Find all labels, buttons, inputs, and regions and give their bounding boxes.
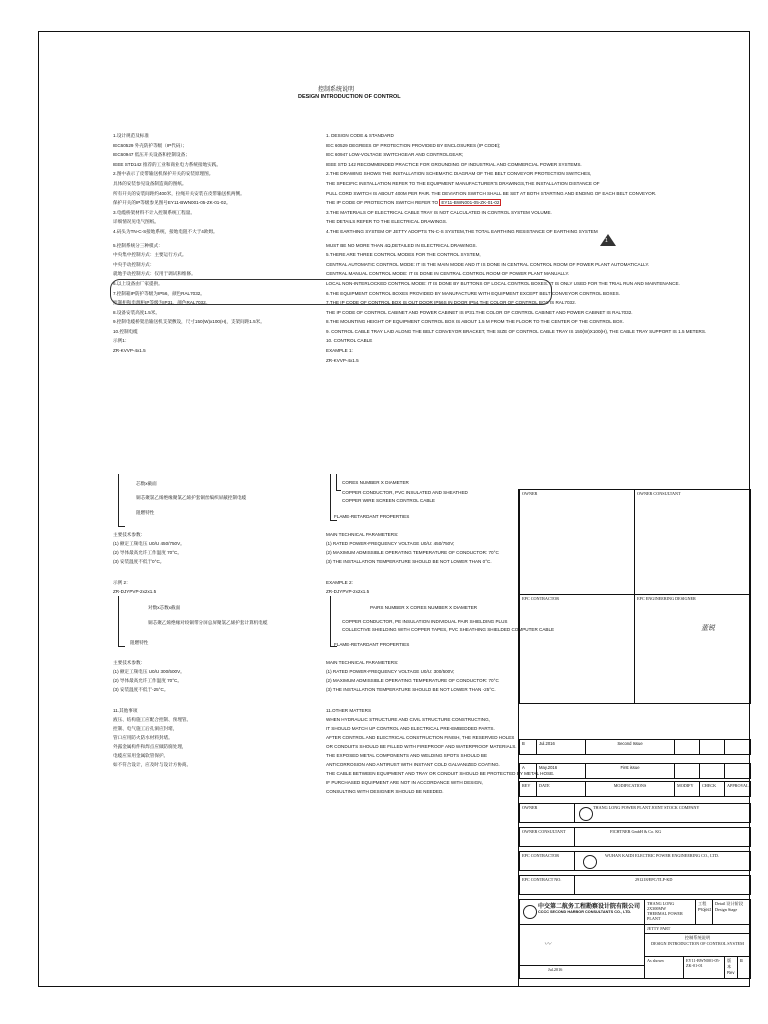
cn-line: 9.控制电缆桥架沿输送机支架敷设，尺寸150(W)x100(H)，支架间距1.5米。 bbox=[113, 319, 265, 325]
en-line: THE DETAILS REFER TO THE ELECTRICAL DRAWINGS. bbox=[326, 219, 448, 225]
owner-box: OWNER bbox=[519, 489, 635, 595]
rev-row-a-mod: First issue bbox=[585, 763, 675, 779]
en-line: 4.THE EARTHING SYSTEM OF JETTY ADOPTS TN-C-S SYSTEM,THE TOTAL EARTHING RESISTANCE OF EARTHING SYSTEM bbox=[326, 228, 598, 234]
rev-row-a-modify bbox=[674, 763, 700, 779]
en-line: LOCAL NON-INTERLOCKED CONTROL MODE: IT IS DONE BY BUTTONS OF LOCAL CONTROL BOXES. IT IS ONLY USED FOR THE TRIAL RUN AND MAINTENANCE. bbox=[326, 280, 680, 286]
cn-line: 所有开关的安装间距约400米，拉绳开关安装在皮带输送机两侧。 bbox=[113, 190, 245, 196]
example2-cn-code: ZR-DJYPVP-2x2x1.5 bbox=[113, 589, 157, 594]
other-cn1: 液压、结构施工应配合控制、预埋管。 bbox=[113, 717, 192, 722]
cn-line: 保护开关的IP等级参见图号EY11-BWN001-05-ZK-01-02。 bbox=[113, 200, 231, 206]
rev-row-a-check bbox=[699, 763, 725, 779]
example1-l2: COPPER CONDUCTOR, PVC INSULATED AND SHEATHED bbox=[342, 490, 468, 495]
cn-line: IEC60947 低压开关设备和控制设备； bbox=[113, 152, 190, 158]
en-line bbox=[326, 198, 626, 208]
params2-cn2: (2) 导体最高允许工作温度 70°C。 bbox=[113, 678, 182, 683]
cn-line: 中央手动控制方式： bbox=[113, 261, 155, 267]
cn-line: IEC60529 外壳防护等级（IP代码）； bbox=[113, 142, 188, 148]
example1-l3: COPPER WIRE SCREEN CONTROL CABLE bbox=[342, 498, 435, 503]
scale-cell: As shown bbox=[644, 956, 684, 979]
en-line: PULL CORD SWITCH IS ABOUT 400M PER PAIR. THE DEVIATION SWITCH SHALL BE SET AT BOTH STARTING AND ENDING OF EACH BELT CONVEYOR. bbox=[326, 190, 657, 196]
stage-box: Detail 设计阶段 Design Stage bbox=[712, 899, 751, 925]
cn-line: 4.码头为TN-C-S接地系统，接地电阻不大于4欧姆。 bbox=[113, 228, 218, 234]
cn-line: 10.控制电缆 bbox=[113, 328, 138, 334]
en-line: CENTRAL MANUAL CONTROL MODE: IT IS DONE IN CENTRAL CONTROL ROOM OF POWER PLANT MANUALLY. bbox=[326, 271, 570, 277]
designer-logo-icon bbox=[523, 905, 537, 919]
ip-ref-text: THE IP CODE OF PROTECTION SWITCH REFER TO bbox=[326, 200, 439, 206]
cn-line: 中央集中控制方式：主要运行方式。 bbox=[113, 252, 187, 258]
other-cn3: 管口应用防火防水材料封堵。 bbox=[113, 735, 173, 740]
date-cell: Jul.2016 bbox=[519, 965, 645, 979]
en-line: CENTRAL AUTOMATIC CONTROL MODE: IT IS THE MAIN MODE AND IT IS DONE IN CENTRAL CONTROL ROOM OF POWER PLANT AUTOMATICALLY. bbox=[326, 261, 650, 267]
rev-row-a-rev: A bbox=[519, 763, 537, 779]
cn-line: 6.以上设备由厂家提供。 bbox=[113, 280, 163, 286]
cn-line: 具体的安装参见设备制造商的图纸。 bbox=[113, 180, 187, 186]
example1-cn1: 芯数x截面 bbox=[136, 481, 157, 486]
cn-line: ZR-KVVP-4x1.5 bbox=[113, 348, 146, 354]
params1-p2: (2) MAXIMUM ADMISSIBLE OPERATING TEMPERATURE OF CONDUCTOR: 70°C bbox=[326, 550, 499, 555]
cn-line: 7.控制箱IP防护等级为IP56，颜色RAL7032。 bbox=[113, 290, 205, 296]
params2-p3: (3) THE INSTALLATION TEMPERATURE SHOULD BE NOT LOWER THAN -25°C. bbox=[326, 687, 496, 692]
other-l6: ANTICORROSION AND ANTIRUST WITH INSTANT COLD GALVANIZED COATING. bbox=[326, 762, 500, 767]
other-l5: THE EXPOSED METAL COMPONENTS AND WELDING SPOTS SHOULD BE bbox=[326, 753, 488, 758]
other-cn4: 外露金属构件和焊点应做防腐处理， bbox=[113, 744, 187, 749]
epc-contractor-box: EPC CONTRACTOR bbox=[519, 594, 635, 704]
project-box: THANG LONG 2X300MW THERMAL POWER PLANT bbox=[644, 899, 696, 925]
notes-cn bbox=[113, 131, 323, 356]
other-l2: IT SHOULD MATCH UP CONTROL AND ELECTRICAL PRE-EMBEDDED PARTS. bbox=[326, 726, 495, 731]
en-line: MUST BE NO MORE THAN 4Ω,DETAILED IN ELECTRICAL DRAWINGS. bbox=[326, 242, 477, 248]
project-label: 工程 Project bbox=[695, 899, 713, 925]
example1-cn-bracket bbox=[118, 474, 125, 527]
other-l4: OR CONDUITS SHOULD BE FILLED WITH FIREPROOF AND WATERPROOF MATERIALS. bbox=[326, 744, 517, 749]
other-l8: IF PURCHASED EQUIPMENT ARE NOT IN ACCORDANCE WITH DESIGN, bbox=[326, 780, 483, 785]
designer-box bbox=[519, 899, 645, 925]
example1-l4: FLAME-RETARDANT PROPERTIES bbox=[334, 514, 410, 519]
en-line: IEC 60529 DEGREES OF PROTECTION PROVIDED BY ENCLOSURES (IP CODE); bbox=[326, 142, 501, 148]
contract-label: EPC CONTRACT NO. bbox=[519, 875, 575, 895]
en-line: IEC 60947 LOW-VOLTAGE SWITCHGEAR AND CONTROLGEAR; bbox=[326, 152, 464, 158]
other-cn2: 控制、电气施工后孔洞应封堵， bbox=[113, 726, 178, 731]
example2-cn3: 阻燃特性 bbox=[130, 640, 149, 645]
params1-cn1: (1) 额定工频电压 U0/U 450/750V。 bbox=[113, 541, 185, 546]
example2-l4: FLAME-RETARDANT PROPERTIES bbox=[334, 642, 410, 647]
en-line: IEEE STD 142 RECOMMENDED PRACTICE FOR GROUNDING OF INDUSTRIAL AND COMMERCIAL POWER SYSTEMS. bbox=[326, 161, 582, 167]
params1-title: MAIN TECHNICAL PARAMETERS: bbox=[326, 532, 399, 537]
rev-header-approval: APPROVAL bbox=[724, 781, 751, 797]
cn-line: 1.设计规范及标准 bbox=[113, 133, 149, 138]
other-l7: THE CABLE BETWEEN EQUIPMENT AND TRAY OR CONDUIT SHOULD BE PROTECTED BY METAL HOSE. bbox=[326, 771, 555, 776]
rev-row-b-date: Jul.2016 bbox=[536, 739, 586, 755]
rev-header-mod: MODIFICATIONS bbox=[585, 781, 675, 797]
example1-bracket-inner bbox=[336, 474, 341, 491]
example2-l1: PAIRS NUMBER X CORES NUMBER X DIAMETER bbox=[370, 605, 478, 610]
cn-line: 5.控制系统分三种模式： bbox=[113, 242, 163, 248]
rev-row-b-check bbox=[699, 739, 725, 755]
cn-line: 8.设备安装高度1.5米。 bbox=[113, 309, 160, 315]
other-l3: AFTER CONTROL AND ELECTRICAL CONSTRUCTION FINISH, THE RESERVED HOLES bbox=[326, 735, 515, 740]
example2-l3: COLLECTIVE SHIELDING WITH COPPER TAPES, PVC SHEATHING SHIELDED COMPUTER CABLE bbox=[342, 627, 555, 632]
rev-row-a-approval bbox=[724, 763, 751, 779]
rev-row-a-date: May.2016 bbox=[536, 763, 586, 779]
cn-line: IEEE STD142 推荐的工业和商业电力系统接地实践。 bbox=[113, 161, 221, 167]
example2-label: EXAMPLE 2: bbox=[326, 580, 353, 585]
signature-box bbox=[519, 924, 645, 966]
contract-value: 291218/EPC/TLP-KD bbox=[574, 875, 751, 895]
example2-cn2: 铜芯聚乙烯绝缘对绞铜带分屏总屏聚氯乙烯护套计算机电缆 bbox=[148, 620, 268, 625]
other-cn6: 如不符合设计，应及时与设计方协商。 bbox=[113, 762, 192, 767]
rev-header-date: DATE bbox=[536, 781, 586, 797]
en-line: 1. DESIGN CODE & STANDARD bbox=[326, 133, 394, 138]
rev-header-modify: MODIFY bbox=[674, 781, 700, 797]
rev-value: B bbox=[737, 956, 751, 979]
page-title-cn: 控制系统说明 bbox=[318, 87, 355, 93]
epc-label: EPC CONTRACTOR bbox=[519, 851, 575, 871]
params1-p1: (1) RATED POWER-FREQUENCY VOLTAGE U0/U: 450/750V; bbox=[326, 541, 455, 546]
other-l9: CONSULTING WITH DESIGNER SHOULD BE NEEDED. bbox=[326, 789, 444, 794]
other-title: 11.OTHER MATTERS bbox=[326, 708, 372, 713]
ip-ref-highlight: EY11-BWN001-05-ZK-01-02 bbox=[441, 200, 500, 206]
en-line: EXAMPLE 1: bbox=[326, 348, 353, 354]
rev-row-b-mod: Second Issue bbox=[585, 739, 675, 755]
en-line: 8.THE MOUNTING HEIGHT OF EQUIPMENT CONTROL BOX IS ABOUT 1.5 M FROM THE FLOOR TO THE CENTER OF THE CONTROL BOX. bbox=[326, 319, 624, 325]
cn-line: 详细情况见电气图纸。 bbox=[113, 219, 159, 225]
owner-value: THANG LONG POWER PLANT JOINT STOCK COMPANY bbox=[574, 803, 751, 823]
drawing-number: EY11-BWN001-05-ZK-01-01 bbox=[683, 956, 725, 979]
other-cn5: 电缆应采用金属软管保护。 bbox=[113, 753, 169, 758]
designer-signature: 董锐 bbox=[701, 624, 715, 632]
rev-row-b-modify bbox=[674, 739, 700, 755]
designer-name-cn: 中交第二航务工程勘察设计院有限公司 bbox=[538, 904, 641, 910]
epc-logo-icon bbox=[583, 855, 597, 869]
other-l1: WHEN HYDRAULIC STRUCTURE AND CIVIL STRUCTURE CONSTRUCTING, bbox=[326, 717, 490, 722]
title-block bbox=[518, 489, 750, 987]
example2-cn-bracket bbox=[118, 596, 125, 647]
rev-header-rev: REV bbox=[519, 781, 537, 797]
params2-cn1: (1) 额定工频电压 U0/U 300/500V。 bbox=[113, 669, 185, 674]
en-line: 7.THE IP CODE OF CONTROL BOX IS OUT DOOR IP56S IN DOOR IP54.THE COLOR OF CONTROL BOX IS RAL7032. bbox=[326, 300, 576, 306]
rev-row-b-approval bbox=[724, 739, 751, 755]
en-line: THE SPECIFIC INSTALLATION REFER TO THE EQUIPMENT MANUFACTURER'S DRAWINGS,THE INSTALLATION DISTANCE OF bbox=[326, 180, 600, 186]
epc-value: WUHAN KAIDI ELECTRIC POWER ENGINEERING CO., LTD. bbox=[574, 851, 751, 871]
example1-cn2: 铜芯聚氯乙烯绝缘聚氯乙烯护套铜丝编织屏蔽控制电缆 bbox=[136, 495, 247, 500]
consultant-label: OWNER CONSULTANT bbox=[519, 827, 575, 847]
params2-title: MAIN TECHNICAL PARAMETERS: bbox=[326, 660, 399, 665]
en-line: THE IP CODE OF CONTROL CABINET AND POWER CABINET IS IP31.THE COLOR OF CONTROL CABINET AND POWER CABINET IS RAL7032. bbox=[326, 309, 633, 315]
drawing-title-box: 控制系统说明 DESIGN INTRODUCTION OF CONTROL SYSTEM bbox=[644, 933, 751, 957]
designer-name-en: CCCC SECOND HARBOR CONSULTANTS CO., LTD. bbox=[538, 910, 632, 914]
owner-label: OWNER bbox=[519, 803, 575, 823]
cn-line: 就地手动控制方式：仅用于调试和维修。 bbox=[113, 271, 196, 277]
signature-mark: 〰 bbox=[544, 940, 551, 948]
en-line: 5.THERE ARE THREE CONTROL MODES FOR THE CONTROL SYSTEM, bbox=[326, 252, 481, 258]
rev-row-b-rev: B bbox=[519, 739, 537, 755]
example2-bracket bbox=[330, 596, 337, 647]
example2-cn1: 对数x芯数x截面 bbox=[148, 605, 181, 610]
notes-en bbox=[326, 131, 707, 365]
example2-cn-label: 示例 2： bbox=[113, 580, 131, 585]
owner-consultant-box: OWNER CONSULTANT bbox=[634, 489, 751, 595]
owner-logo-icon bbox=[579, 807, 593, 821]
en-line: 6.THE EQUIPMENT CONTROL BOXES PROVIDED BY MANUFACTURE WITH EQUIPMENT EXCEPT BELT CONVEYOR CONTROL BOXES. bbox=[326, 290, 620, 296]
cn-line: 3.电缆桥架材料不计入控制系统工程量。 bbox=[113, 209, 195, 215]
cn-line: 示例1： bbox=[113, 338, 130, 344]
revision-triangle-icon: 1 bbox=[600, 234, 616, 246]
part-name: JETTY PART bbox=[644, 924, 751, 934]
params1-p3: (3) THE INSTALLATION TEMPERATURE SHOULD BE NOT LOWER THAN 0°C. bbox=[326, 559, 492, 564]
params1-cn3: (3) 安装温度不低于0°C。 bbox=[113, 559, 165, 564]
example1-l1: CORES NUMBER X DIAMETER bbox=[342, 480, 409, 485]
example1-cn3: 阻燃特性 bbox=[136, 510, 155, 515]
en-line: 10. CONTROL CABLE bbox=[326, 338, 373, 344]
en-line: 2.THE DRAWING SHOWS THE INSTALLATION SCHEMATIC DIAGRAM OF THE BELT CONVEYOR PROTECTION SWITCHES, bbox=[326, 171, 592, 177]
cn-line: 2.图中表示了皮带输送机保护开关的安装原理图。 bbox=[113, 171, 214, 177]
cn-line: 控制柜和电源柜IP等级为IP31，颜色RAL7032。 bbox=[113, 300, 211, 306]
en-line: ZR-KVVP-4x1.5 bbox=[326, 357, 359, 363]
page-title-en: DESIGN INTRODUCTION OF CONTROL bbox=[298, 94, 401, 100]
rev-header-check: CHECK bbox=[699, 781, 725, 797]
params2-p1: (1) RATED POWER-FREQUENCY VOLTAGE U0/U: 300/500V; bbox=[326, 669, 455, 674]
params2-cn3: (3) 安装温度不低于-25°C。 bbox=[113, 687, 169, 692]
params1-cn2: (2) 导体最高允许工作温度 70°C。 bbox=[113, 550, 182, 555]
consultant-value: FICHTNER GmbH & Co. KG bbox=[574, 827, 751, 847]
revision-cloud bbox=[110, 279, 552, 305]
rev-label: 版本 Rev bbox=[724, 956, 738, 979]
epc-designer-box: EPC ENGINEERING DESIGNER 董锐 bbox=[634, 594, 751, 704]
other-cn-title: 11.其他事项 bbox=[113, 708, 138, 713]
params1-cn-title: 主要技术参数： bbox=[113, 532, 146, 537]
en-line: 9. CONTROL CABLE TRAY LAID ALONG THE BELT CONVEYOR BRACKET, THE SIZE OF CONTROL CABLE TRAY IS 150(W)X100(H), THE CABLE TRAY SUPPORT IS 1.5 METERS. bbox=[326, 328, 707, 334]
params2-p2: (2) MAXIMUM ADMISSIBLE OPERATING TEMPERATURE OF CONDUCTOR: 70°C bbox=[326, 678, 499, 683]
en-line: 3.THE MATERIALS OF ELECTRICAL CABLE TRAY IS NOT CALCULATED IN CONTROL SYSTEM VOLUME. bbox=[326, 209, 552, 215]
params2-cn-title: 主要技术参数： bbox=[113, 660, 146, 665]
example2-l2: COPPER CONDUCTOR, PE INSULATION INDIVIDUAL PAIR SHIELDING PLUS bbox=[342, 619, 508, 624]
example2-code: ZR-DJYPVP-2x2x1.5 bbox=[326, 589, 370, 594]
